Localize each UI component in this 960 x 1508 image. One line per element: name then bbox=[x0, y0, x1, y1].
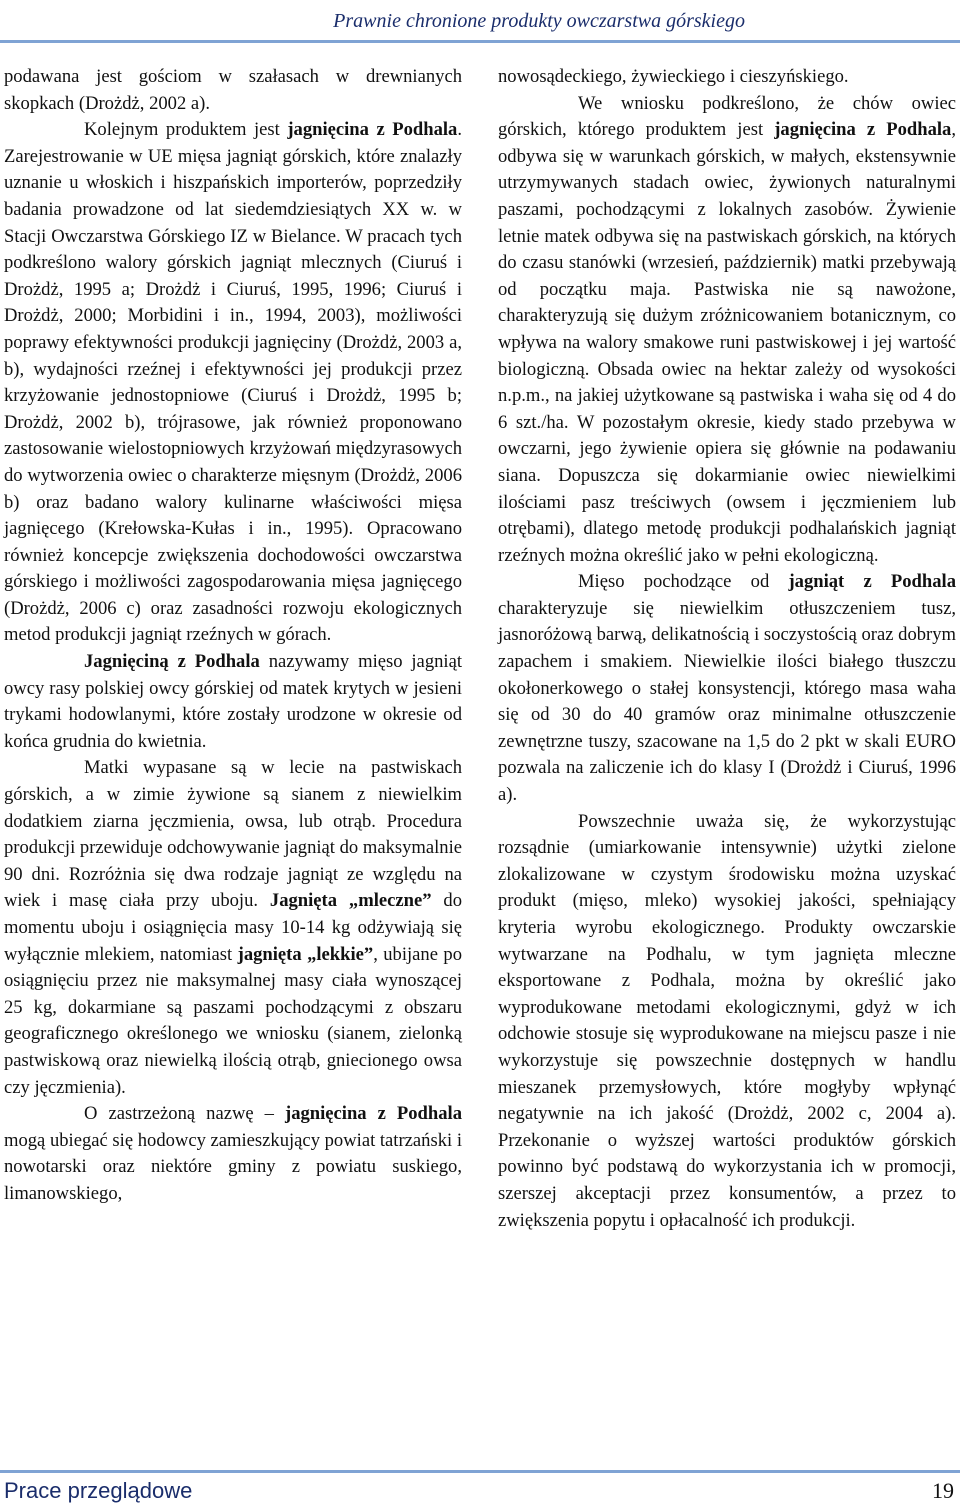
text-run: O zastrzeżoną nazwę – bbox=[84, 1103, 285, 1125]
page-number: 19 bbox=[932, 1478, 954, 1503]
text-run: Kolejnym produktem jest bbox=[84, 119, 288, 141]
paragraph bbox=[498, 569, 956, 808]
text-run: , odbywa się w warunkach górskich, w małych, ekstensywnie utrzymywanych stadach owiec, żywionych naturalnymi paszami, pochodzącymi z lokalnych zasobów. Żywienie letnie matek odbywa się na pastwiskach górskich, na których do czasu stanówki (wrzesień, październik) matki przebywają od początku maja. Pastwiska nie są nawożone, charakteryzują się dużym zróżnicowaniem botanicznym, co wpływa na walory smakowe runi pastwiskowej i jej wartość biologiczną. Obsada owiec na hektar zależy od wysokości n.p.m., na jakiej użytkowane są pastwiska i waha się od 4 do 6 szt./ha. W pozostałym okresie, kiedy stado przebywa w owczarni, jego żywienie opiera się głównie na podawaniu siana. Dopuszcza się dokarmianie owiec niewielkimi ilościami pasz treściwych (owsem i jęczmieniem lub otrębami), dlatego metodę produkcji podhalańskich jagniąt rzeźnych można określić jako w pełni ekologiczną. bbox=[498, 119, 957, 566]
text-run: Mięso pochodzące od bbox=[578, 571, 789, 593]
footer-divider bbox=[0, 1470, 960, 1473]
highlight-term: Jagnięciną z Podhala bbox=[84, 651, 260, 673]
text-run: , ubijane po osiągnięciu przez nie maksymalnej masy ciała wynoszącej 25 kg, dokarmiane są paszami pochodzącymi z obszaru geograficznego określonego we wniosku (sianem, zielonką pastwiskową oraz niewielką ilością otrąb, gniecionego owsa czy jęczmienia). bbox=[4, 943, 462, 1098]
text-run: Matki wypasane są w lecie na pastwiskach górskich, a w zimie żywione są sianem z niewielkim dodatkiem ziarna jęczmienia, owsa, lub otrąb. Procedura produkcji przewiduje odchowywanie jagniąt do maksymalnie 90 dni. Rozróżnia się dwa rodzaje jagniąt ze względu na wiek i masę ciała przy uboju. bbox=[4, 757, 462, 912]
paragraph: podawana jest gościom w szałasach w drewnianych skopkach (Drożdż, 2002 a). bbox=[4, 66, 462, 114]
paragraph: nowosądeckiego, żywieckiego i cieszyńskiego. bbox=[498, 66, 849, 87]
highlight-term: jagnięcina z Podhala bbox=[774, 119, 952, 141]
right-column bbox=[498, 64, 956, 1234]
paragraph: Powszechnie uważa się, że wykorzystując rozsądnie (umiarkowanie intensywnie) użytki zielone zlokalizowane w czystym środowisku można uzyskać produkt (mięso, mleko) wysokiej jakości, spełniający kryteria wyrobu ekologicznego. Produkty owczarskie wytwarzane na Podhalu, w tym jagnięta mleczne eksportowane z Podhala, można by określić jako wyprodukowane metodami ekologicznymi, gdyż w ich odchowie stosuje się wyprodukowane na miejscu pasze i nie wykorzystuje się powszechnie dostępnych w handlu mieszanek przemysłowych, które mogłyby wpłynąć negatywnie na ich jakość (Drożdż, 2002 c, 2004 a). Przekonanie o wyższej wartości produktów górskich powinno być podstawą do wykorzystania ich w promocji, szerszej akceptacji przez konsumentów, a przez to zwiększenia popytu i opłacalność ich produkcji. bbox=[498, 810, 956, 1231]
highlight-term: Jagnięta „mleczne” bbox=[269, 890, 432, 912]
paragraph bbox=[4, 755, 462, 1101]
header-divider bbox=[0, 40, 960, 43]
text-run: mogą ubiegać się hodowcy zamieszkujący powiat tatrzański i nowotarski oraz niektóre gminy z powiatu suskiego, limanowskiego, bbox=[4, 1129, 462, 1204]
paragraph bbox=[4, 649, 462, 755]
text-run: . Zarejestrowanie w UE mięsa jagniąt górskich, które znalazły uznanie u włoskich i hiszpańskich importerów, poprzedziły badania prowadzone od lat siedemdziesiątych XX w. w Stacji Owczarstwa Górskiego IZ w Bielance. W pracach tych podkreślono walory górskich jagniąt mlecznych (Ciuruś i Drożdż, 1995 a; Drożdż i Ciuruś, 1995, 1996; Ciuruś i Drożdż, 2000; Morbidini i in., 1994, 2003), możliwości poprawy efektywności produkcji jagnięciny (Drożdż, 2003 a, b), wydajności rzeźnej i efektywności jej produkcji przez krzyżowanie jednostopniowe (Ciuruś i Drożdż, 1995 b; Drożdż, 2002 b), trójrasowe, jak również proponowano zastosowanie wielostopniowych krzyżowań międzyrasowych do wytworzenia owiec o charakterze mięsnym (Drożdż, 2006 b) oraz badano walory kulinarne właściwości mięsa jagnięcego (Krełowska-Kułas i in., 1995). Opracowano również koncepcje zwiększenia dochodowości owczarstwa górskiego i możliwości zagospodarowania mięsa jagnięcego (Drożdż, 2006 c) oraz zasadności rozwoju ekologicznych metod produkcji jagniąt rzeźnych w górach. bbox=[4, 119, 462, 646]
footer-section-label: Prace przeglądowe bbox=[4, 1478, 193, 1503]
left-column bbox=[4, 64, 462, 1208]
highlight-term: jagnięcina z Podhala bbox=[287, 119, 458, 141]
text-run: We wniosku podkreślono, że chów owiec górskich, którego produktem jest bbox=[498, 92, 956, 141]
highlight-term: jagnięta „lekkie” bbox=[237, 943, 374, 965]
highlight-term: jagnięcina z Podhala bbox=[285, 1103, 462, 1125]
paragraph bbox=[4, 1101, 462, 1207]
running-header-title: Prawnie chronione produkty owczarstwa górskiego bbox=[333, 10, 745, 32]
text-run: nazywamy mięso jagniąt owcy rasy polskiej owcy górskiej od matek krytych w jesieni trykami hodowlanymi, które zostały urodzone w okresie od końca grudnia do kwietnia. bbox=[4, 651, 462, 752]
text-run: charakteryzuje się niewielkim otłuszczeniem tusz, jasnoróżową barwą, delikatnością i soczystością oraz dobrym zapachem i smakiem. Niewielkie ilości białego tłuszczu okołonerkowego o stałej konsystencji, którego masa waha się od 30 do 40 gramów oraz minimalne otłuszczenie zewnętrzne tuszy, szacowane na 1,5 do 2 pkt w skali EURO pozwala na zaliczenie ich do klasy I (Drożdż i Ciuruś, 1996 a). bbox=[498, 597, 956, 806]
highlight-term: jagniąt z Podhala bbox=[788, 571, 956, 593]
text-run: do momentu uboju i osiągnięcia masy 10-14 kg odżywiają się wyłącznie mlekiem, natomiast bbox=[4, 890, 462, 965]
paragraph bbox=[498, 91, 956, 570]
paragraph bbox=[4, 117, 462, 649]
